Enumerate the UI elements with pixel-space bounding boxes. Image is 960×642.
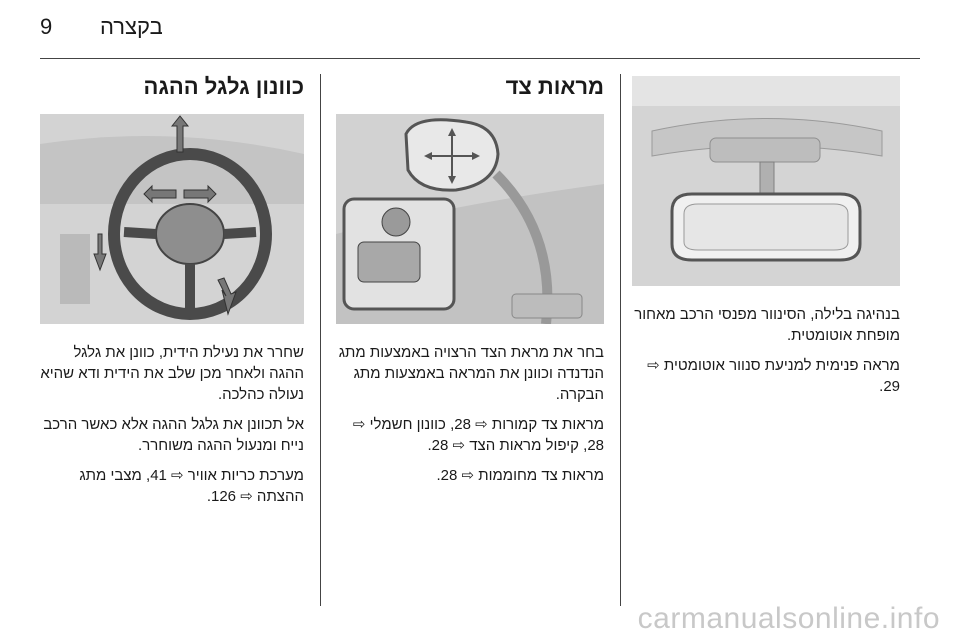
column-divider-right (620, 74, 621, 606)
column-divider-left (320, 74, 321, 606)
side-mirror-illustration (336, 114, 604, 324)
side-mirror-figure (336, 114, 604, 324)
steering-wheel-figure (40, 114, 304, 324)
page-number: 9 (40, 14, 53, 39)
paragraph: מראות צד קמורות ⇨ 28, כוונון חשמלי ⇨ 28, קיפול מראות הצד ⇨ 28. (352, 416, 604, 454)
paragraph: מראות צד מחוממות ⇨ 28. (436, 467, 604, 484)
column-right (632, 74, 900, 397)
rearview-mirror-figure (632, 76, 900, 286)
steering-wheel-illustration (40, 114, 304, 324)
rearview-mirror-illustration (632, 76, 900, 286)
paragraph: מערכת כריות אוויר ⇨ 41, מצבי מתג ההצתה ⇨ 126. (79, 467, 304, 505)
section-title: מראות צד (505, 74, 604, 99)
paragraph: שחרר את נעילת הידית, כוונן את גלגל ההגה ולאחר מכן שלב את הידית ודא שהיא נעולה כהלכה. (40, 344, 304, 403)
section-header: בקצרה (100, 14, 163, 39)
paragraph: מראה פנימית למניעת סנוור אוטומטית ⇨ 29. (647, 357, 900, 395)
paragraph: בחר את מראת הצד הרצויה באמצעות מתג הנדנדה וכוונן את המראה באמצעות מתג הבקרה. (338, 344, 604, 403)
section-title: כוונון גלגל ההגה (143, 74, 304, 99)
paragraph: אל תכוונן את גלגל ההגה אלא כאשר הרכב נייח ומנעול ההגה משוחרר. (43, 416, 304, 454)
watermark: carmanualsonline.info (637, 602, 940, 635)
column-left (40, 74, 304, 507)
column-middle (336, 74, 604, 486)
paragraph: בנהיגה בלילה, הסינוור מפנסי הרכב מאחור מופחת אוטומטית. (634, 306, 900, 344)
header-rule (40, 58, 920, 59)
